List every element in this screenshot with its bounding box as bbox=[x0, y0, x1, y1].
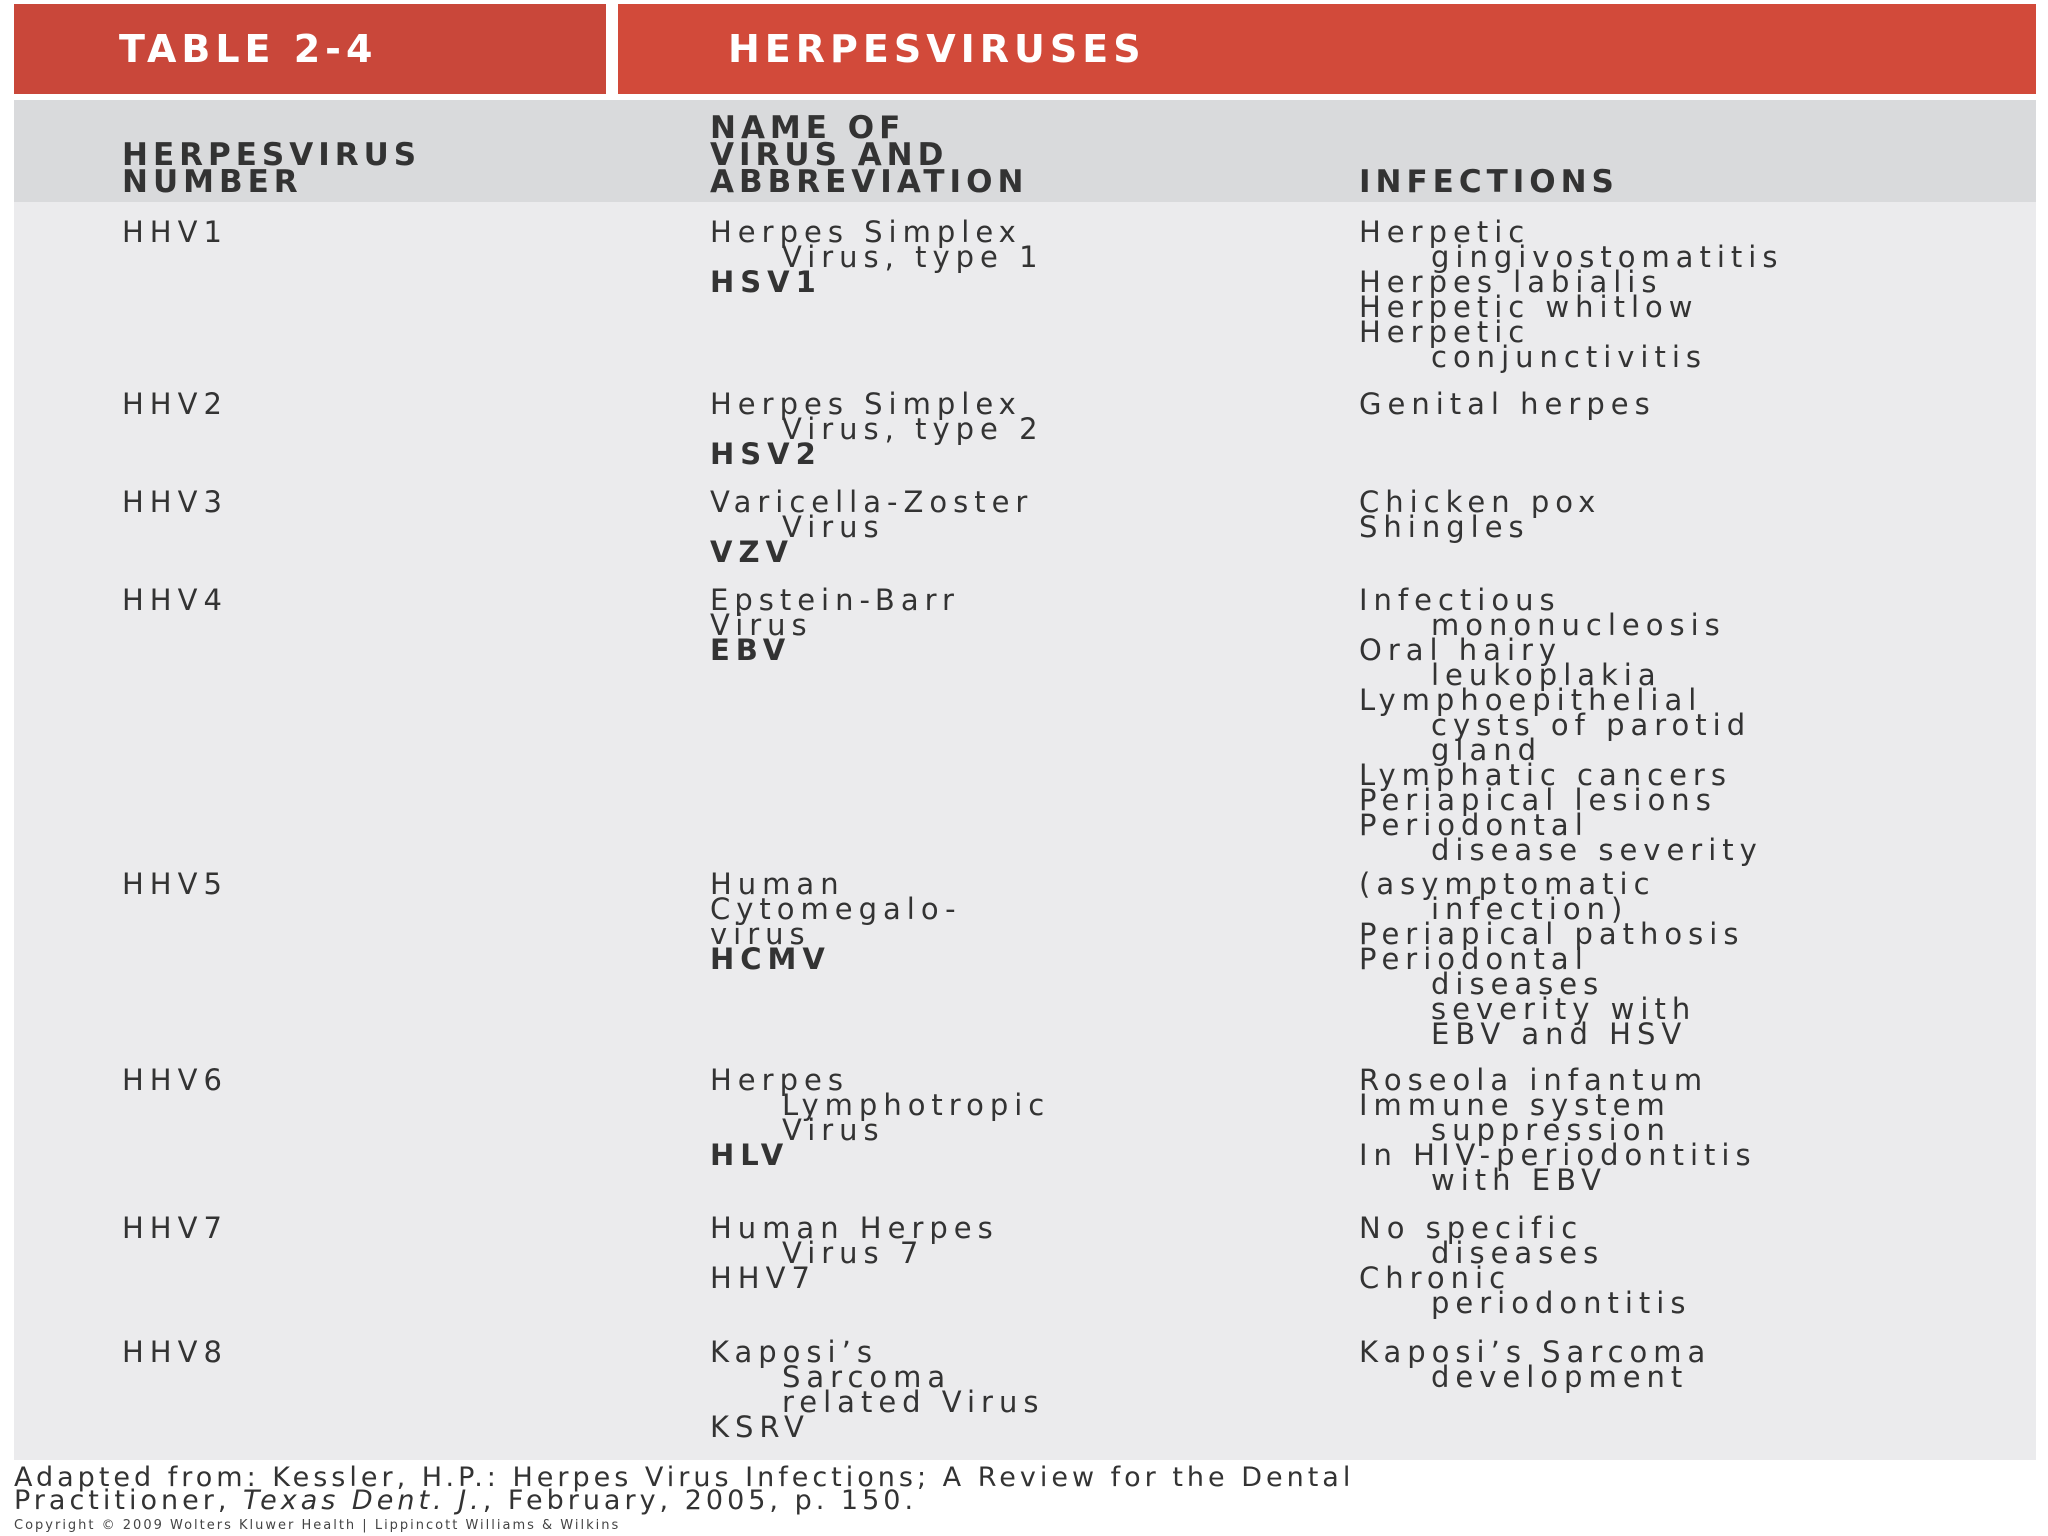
infection-line: Lymphatic cancers bbox=[1359, 758, 1732, 792]
infection-line: Herpetic whitlow bbox=[1359, 290, 1699, 324]
infection-line: Immune system bbox=[1359, 1088, 1671, 1122]
infection-line: Genital herpes bbox=[1359, 387, 1656, 421]
infection-line: EBV and HSV bbox=[1431, 1017, 1688, 1051]
infection-line: Oral hairy bbox=[1359, 633, 1563, 667]
citation-text: , February, 2005, p. 150. bbox=[482, 1485, 918, 1516]
infection-line: Infectious bbox=[1359, 583, 1561, 617]
header-herpesvirus-number: HERPESVIRUS NUMBER bbox=[122, 137, 422, 200]
herpesvirus-number: HHV5 bbox=[122, 867, 228, 901]
infection-line: suppression bbox=[1431, 1113, 1671, 1147]
virus-name-cell bbox=[710, 867, 1330, 976]
table-number-label: TABLE 2-4 bbox=[14, 4, 606, 94]
table-banner bbox=[14, 4, 2036, 94]
virus-abbreviation: EBV bbox=[710, 633, 792, 667]
infection-line: Herpes labialis bbox=[1359, 265, 1663, 299]
virus-name-line: Epstein-Barr bbox=[710, 583, 960, 617]
herpesvirus-number: HHV1 bbox=[122, 215, 228, 249]
infection-line: cysts of parotid bbox=[1431, 708, 1752, 742]
virus-abbreviation: KSRV bbox=[710, 1410, 810, 1444]
citation-line-1: Adapted from: Kessler, H.P.: Herpes Virus Infections; A Review for the Dental bbox=[14, 1462, 1355, 1493]
virus-abbreviation: VZV bbox=[710, 535, 794, 569]
herpesvirus-table bbox=[14, 100, 2036, 1460]
infections-cell bbox=[1359, 583, 2029, 867]
virus-name-line: Sarcoma bbox=[782, 1360, 952, 1394]
infection-line: Periapical pathosis bbox=[1359, 917, 1745, 951]
infections-cell bbox=[1359, 215, 2029, 374]
herpesvirus-number: HHV4 bbox=[122, 583, 228, 617]
header-virus-name: NAME OF VIRUS AND ABBREVIATION bbox=[710, 110, 1029, 200]
infection-line: mononucleosis bbox=[1431, 608, 1726, 642]
virus-name-line: Virus, type 2 bbox=[782, 412, 1044, 446]
table-header-row bbox=[14, 100, 2036, 202]
virus-name-line: Human bbox=[710, 867, 845, 901]
infection-line: infection) bbox=[1431, 892, 1629, 926]
infection-line: No specific bbox=[1359, 1211, 1584, 1245]
header-infections: INFECTIONS bbox=[1359, 164, 1619, 200]
virus-name-cell bbox=[710, 485, 1330, 569]
infection-line: disease severity bbox=[1431, 833, 1763, 867]
virus-abbreviation: HCMV bbox=[710, 942, 831, 976]
infection-line: periodontitis bbox=[1431, 1286, 1692, 1320]
infection-line: Roseola infantum bbox=[1359, 1063, 1709, 1097]
herpesvirus-number: HHV7 bbox=[122, 1211, 228, 1245]
infection-line: Periodontal bbox=[1359, 942, 1589, 976]
virus-name-line: Virus bbox=[782, 1113, 885, 1147]
infection-line: Periodontal bbox=[1359, 808, 1589, 842]
infection-line: Shingles bbox=[1359, 510, 1530, 544]
infection-line: diseases bbox=[1431, 967, 1605, 1001]
herpesvirus-number: HHV6 bbox=[122, 1063, 228, 1097]
virus-name-cell bbox=[710, 1063, 1330, 1172]
virus-name-line: Herpes Simplex bbox=[710, 215, 1022, 249]
infection-line: In HIV-periodontitis bbox=[1359, 1138, 1757, 1172]
virus-name-cell bbox=[710, 1211, 1330, 1295]
virus-name-cell bbox=[710, 583, 1330, 667]
infections-cell bbox=[1359, 1211, 2029, 1320]
virus-name-line: virus bbox=[710, 917, 811, 951]
table-title: HERPESVIRUSES bbox=[618, 4, 2036, 94]
infection-line: development bbox=[1431, 1360, 1689, 1394]
infection-line: diseases bbox=[1431, 1236, 1605, 1270]
virus-name-line: Virus bbox=[782, 510, 885, 544]
infection-line: Herpetic bbox=[1359, 215, 1531, 249]
virus-name-cell bbox=[710, 1335, 1330, 1444]
journal-name: Texas Dent. J. bbox=[242, 1485, 483, 1516]
infections-cell bbox=[1359, 1335, 2029, 1394]
infection-line: (asymptomatic bbox=[1359, 867, 1656, 901]
infection-line: leukoplakia bbox=[1431, 658, 1662, 692]
virus-abbreviation: HHV7 bbox=[710, 1261, 816, 1295]
virus-abbreviation: HSV1 bbox=[710, 265, 822, 299]
infection-line: with EBV bbox=[1431, 1163, 1607, 1197]
virus-name-line: related Virus bbox=[782, 1385, 1045, 1419]
virus-name-cell bbox=[710, 387, 1330, 471]
virus-name-line: Herpes Simplex bbox=[710, 387, 1022, 421]
virus-name-line: Human Herpes bbox=[710, 1211, 999, 1245]
herpesvirus-number: HHV3 bbox=[122, 485, 228, 519]
virus-abbreviation: HSV2 bbox=[710, 437, 822, 471]
virus-name-line: Lymphotropic bbox=[782, 1088, 1051, 1122]
citation-text: Practitioner, bbox=[14, 1485, 243, 1516]
herpesvirus-number: HHV8 bbox=[122, 1335, 228, 1369]
virus-name-line: Cytomegalo- bbox=[710, 892, 962, 926]
source-citation bbox=[14, 1462, 1355, 1516]
virus-name-line: Virus bbox=[710, 608, 813, 642]
virus-name-line: Virus, type 1 bbox=[782, 240, 1044, 274]
herpesvirus-number: HHV2 bbox=[122, 387, 228, 421]
virus-abbreviation: HLV bbox=[710, 1138, 790, 1172]
infection-line: Kaposi’s Sarcoma bbox=[1359, 1335, 1712, 1369]
infection-line: gland bbox=[1431, 733, 1543, 767]
infection-line: gingivostomatitis bbox=[1431, 240, 1784, 274]
infections-cell bbox=[1359, 1063, 2029, 1197]
infection-line: Chicken pox bbox=[1359, 485, 1602, 519]
infections-cell bbox=[1359, 485, 2029, 544]
infection-line: Lymphoepithelial bbox=[1359, 683, 1703, 717]
infection-line: conjunctivitis bbox=[1431, 340, 1708, 374]
virus-name-line: Virus 7 bbox=[782, 1236, 925, 1270]
infection-line: Periapical lesions bbox=[1359, 783, 1717, 817]
infection-line: Chronic bbox=[1359, 1261, 1512, 1295]
infection-line: severity with bbox=[1431, 992, 1697, 1026]
virus-name-line: Varicella-Zoster bbox=[710, 485, 1034, 519]
infections-cell bbox=[1359, 867, 2029, 1051]
infections-cell bbox=[1359, 387, 2029, 421]
copyright-notice: Copyright © 2009 Wolters Kluwer Health | Lippincott Williams & Wilkins bbox=[14, 1518, 621, 1533]
infection-line: Herpetic bbox=[1359, 315, 1531, 349]
virus-name-cell bbox=[710, 215, 1330, 299]
virus-name-line: Kaposi’s bbox=[710, 1335, 878, 1369]
virus-name-line: Herpes bbox=[710, 1063, 849, 1097]
